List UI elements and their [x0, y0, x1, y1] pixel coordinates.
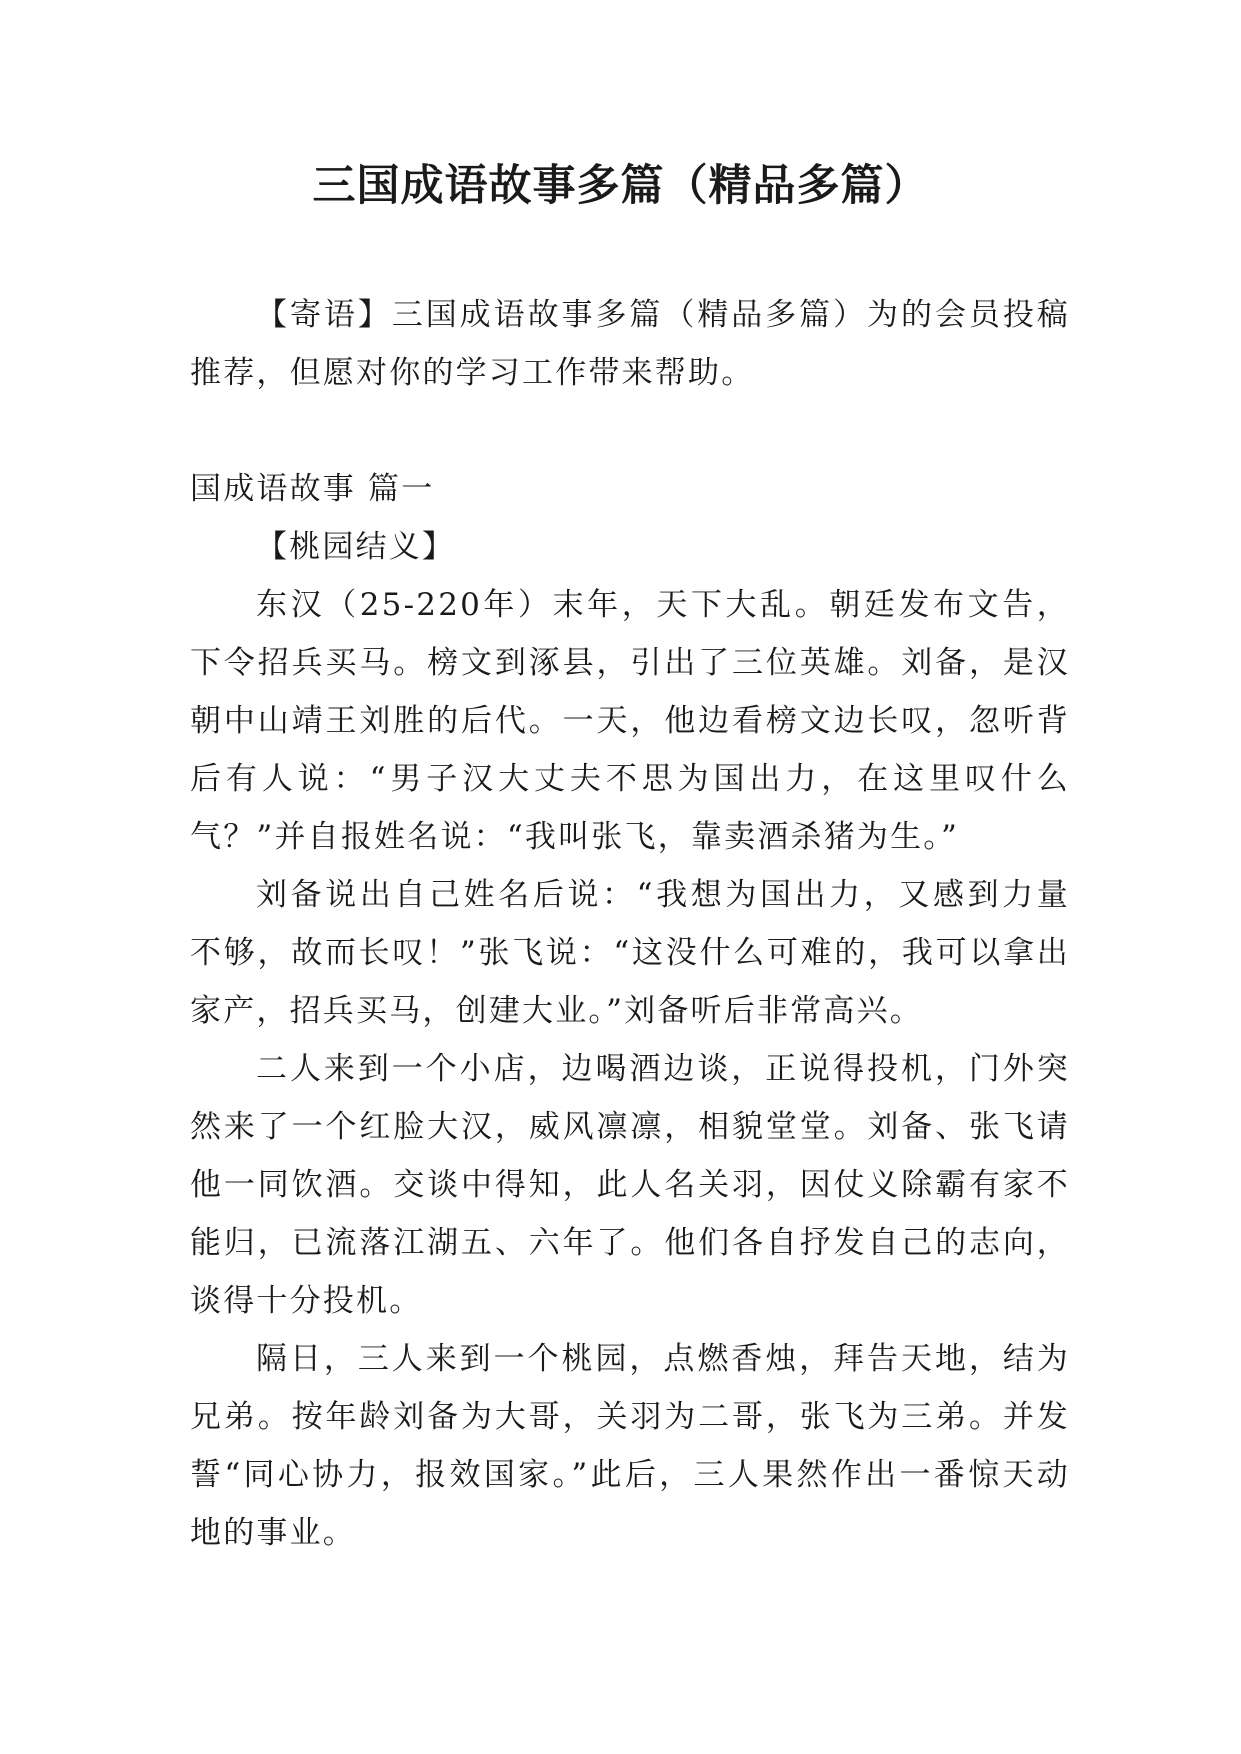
story-paragraph: 二人来到一个小店，边喝酒边谈，正说得投机，门外突然来了一个红脸大汉，威风凛凛，相貌堂堂。刘备、张飞请他一同饮酒。交谈中得知，此人名关羽，因仗义除霸有家不能归，已流落江湖五、六年了。他们各自抒发自己的志向，谈得十分投机。: [190, 1051, 1070, 1319]
story-paragraph: 隔日，三人来到一个桃园，点燃香烛，拜告天地，结为兄弟。按年龄刘备为大哥，关羽为二哥，张飞为三弟。并发誓“同心协力，报效国家。”此后，三人果然作出一番惊天动地的事业。: [190, 1341, 1070, 1551]
story-paragraph: 刘备说出自己姓名后说：“我想为国出力，又感到力量不够，故而长叹！”张飞说：“这没什么可难的，我可以拿出家产，招兵买马，创建大业。”刘备听后非常高兴。: [190, 877, 1070, 1029]
story-title: 【桃园结义】: [256, 529, 456, 565]
document-title: 三国成语故事多篇（精品多篇）: [312, 161, 929, 211]
foreword-paragraph: 【寄语】三国成语故事多篇（精品多篇）为的会员投稿推荐，但愿对你的学习工作带来帮助。: [190, 297, 1070, 391]
section-heading: 国成语故事 篇一: [190, 471, 435, 507]
story-paragraph: 东汉（25-220年）末年，天下大乱。朝廷发布文告，下令招兵买马。榜文到涿县，引出了三位英雄。刘备，是汉朝中山靖王刘胜的后代。一天，他边看榜文边长叹，忽听背后有人说：“男子汉大丈夫不思为国出力，在这里叹什么气？”并自报姓名说：“我叫张飞，靠卖酒杀猪为生。”: [190, 587, 1070, 855]
